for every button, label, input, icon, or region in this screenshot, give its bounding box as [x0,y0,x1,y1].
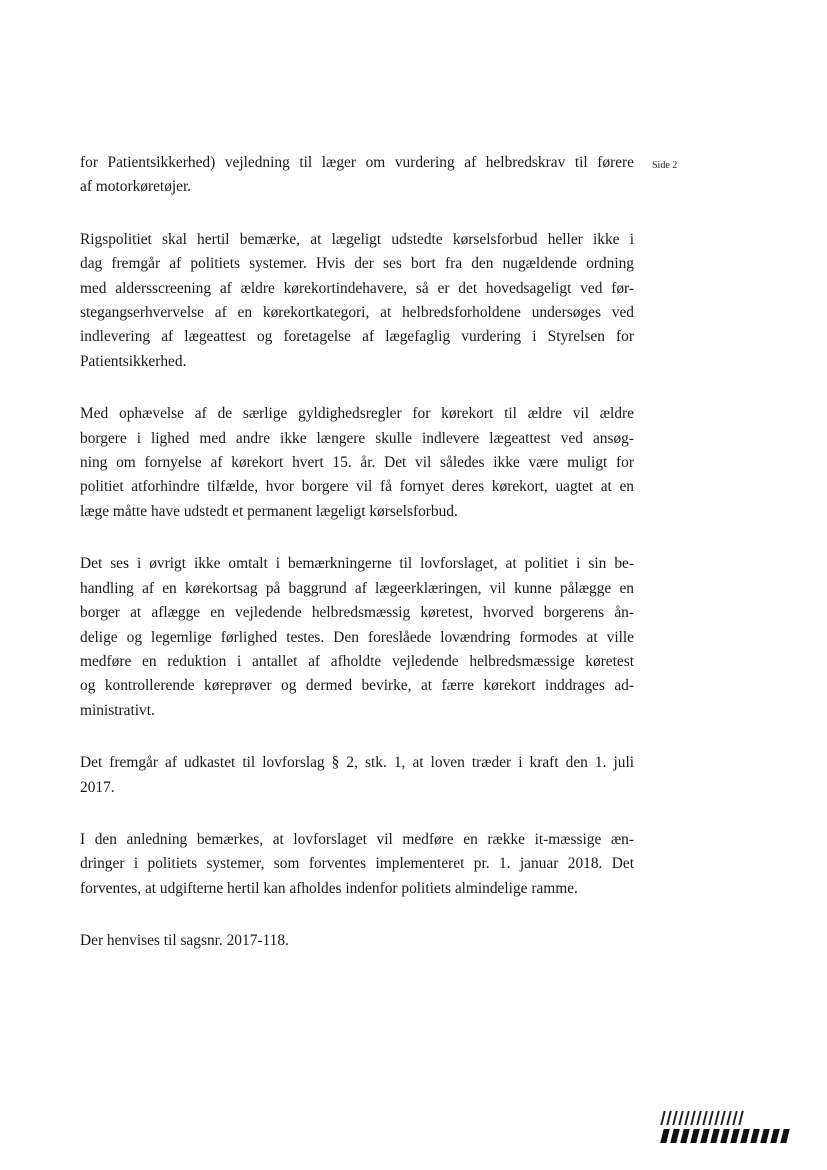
barcode-bar [750,1129,759,1143]
text-line: af motorkøretøjer. [80,178,192,196]
barcode-bar [700,1129,709,1143]
text-line: stegangserhvervelse af en kørekortkategori, at helbredsforholdene undersøges ved [80,304,634,322]
text-line: Rigspolitiet skal hertil bemærke, at lægeligt udstedte kørselsforbud heller ikke i [80,230,634,248]
barcode-icon [662,1111,796,1145]
barcode-bar [702,1111,707,1125]
barcode-bar [780,1129,789,1143]
paragraph-5 [80,751,634,800]
barcode-bar [714,1111,719,1125]
paragraph-7 [80,929,634,953]
barcode-bar [710,1129,719,1143]
barcode-bar [720,1129,729,1143]
barcode-bar [672,1111,677,1125]
barcode-bar [770,1129,779,1143]
text-line: forventes, at udgifterne hertil kan afholdes indenfor politiets almindelige ramme. [80,879,578,897]
text-line: borgere i lighed med andre ikke længere skulle indlevere lægeattest ved ansøg- [80,429,634,447]
barcode-bar [660,1129,669,1143]
barcode-bar [730,1129,739,1143]
text-line: dringer i politiets systemer, som forventes implementeret pr. 1. januar 2018. Det [80,855,634,873]
text-line: og kontrollerende køreprøver og dermed bevirke, at færre kørekort inddrages ad- [80,677,634,695]
text-line: ministrativt. [80,701,155,719]
text-line: Med ophævelse af de særlige gyldighedsregler for kørekort til ældre vil ældre [80,405,634,423]
text-line: 2017. [80,778,115,796]
barcode-bar [666,1111,671,1125]
text-line: Det ses i øvrigt ikke omtalt i bemærkningerne til lovforslaget, at politiet i sin be- [80,555,634,573]
text-line: for Patientsikkerhed) vejledning til læger om vurdering af helbredskrav til førere [80,154,634,171]
text-line: I den anledning bemærkes, at lovforslaget vil medføre en række it-mæssige æn- [80,830,634,848]
barcode-bar [680,1129,689,1143]
barcode-bar [660,1111,665,1125]
page-number-label: Side 2 [652,160,678,171]
text-line: Patientsikkerhed. [80,352,187,370]
barcode-bar [708,1111,713,1125]
text-line: Der henvises til sagsnr. 2017-118. [80,932,289,950]
text-line: medføre en reduktion i antallet af afholdte vejledende helbredsmæssige køretest [80,652,634,670]
barcode-bar [720,1111,725,1125]
barcode-bar [740,1129,749,1143]
text-line: handling af en kørekortsag på baggrund af lægeerklæringen, vil kunne pålægge en [80,579,634,597]
text-line: med aldersscreening af ældre kørekortindehavere, så er det hovedsageligt ved før- [80,279,634,297]
text-line: politiet atforhindre tilfælde, hvor borgere vil få fornyet deres kørekort, uagtet at en [80,478,634,496]
barcode-bar [678,1111,683,1125]
text-line: Det fremgår af udkastet til lovforslag § 2, stk. 1, at loven træder i kraft den 1. juli [80,754,634,772]
text-line: ning om fornyelse af kørekort hvert 15. år. Det vil således ikke være muligt for [80,454,634,472]
barcode-bar [684,1111,689,1125]
paragraph-2 [80,228,634,374]
barcode-bar [738,1111,743,1125]
paragraph-1 [80,151,634,200]
barcode-bar [726,1111,731,1125]
barcode-bar [760,1129,769,1143]
barcode-bar [670,1129,679,1143]
barcode-bar [696,1111,701,1125]
text-line: læge måtte have udstedt et permanent lægeligt kørselsforbud. [80,502,458,520]
barcode-bar [732,1111,737,1125]
text-line: dag fremgår af politiets systemer. Hvis der ses bort fra den nugældende ordning [80,255,634,273]
paragraph-3 [80,402,634,524]
document-body [80,151,634,954]
paragraph-4 [80,552,634,723]
text-line: indlevering af lægeattest og foretagelse af lægefaglig vurdering i Styrelsen for [80,328,634,346]
text-line: borger at aflægge en vejledende helbredsmæssig køretest, hvorved borgerens ån- [80,604,634,622]
text-line: delige og legemlige førlighed testes. Den foreslåede lovændring formodes at ville [80,628,634,646]
barcode-bar [690,1129,699,1143]
paragraph-6 [80,828,634,901]
barcode-bar [690,1111,695,1125]
